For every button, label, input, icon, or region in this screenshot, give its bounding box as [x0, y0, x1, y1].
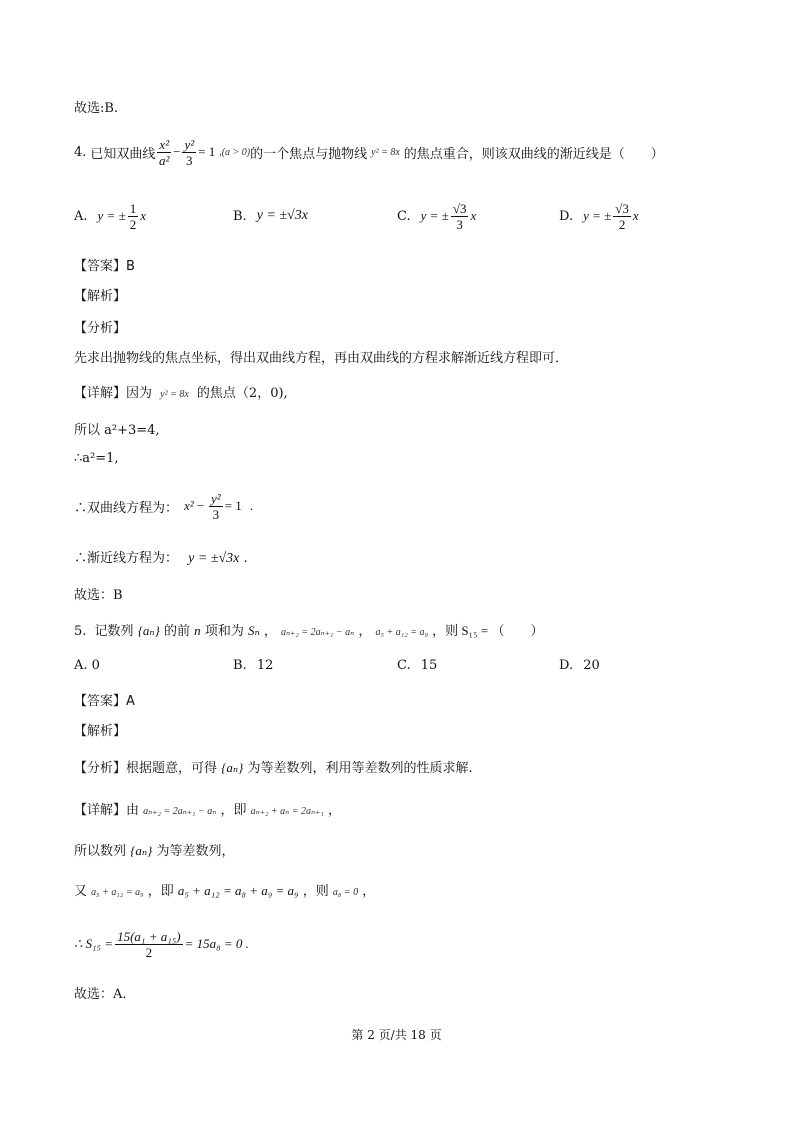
- step-text: 所以数列: [74, 844, 127, 859]
- step-label: ∴双曲线方程为：: [74, 500, 179, 516]
- term-condition: a₅ + a₁₂ = a₉: [375, 627, 428, 638]
- q4-step-2: ∴a²=1,: [74, 451, 119, 466]
- q5-answer: 【答案】A: [74, 694, 135, 709]
- q4-final: 故选：B: [74, 588, 123, 603]
- question-4-stem: [74, 132, 664, 172]
- option-value: 15: [420, 658, 438, 673]
- q5-step-1: [74, 840, 234, 859]
- asymptote-equation: y = ±√3x: [188, 551, 240, 566]
- xiangjie-label: 【详解】因为: [74, 386, 153, 401]
- option-letter: D.: [559, 658, 574, 673]
- n-symbol: n: [194, 623, 201, 638]
- option-text: y = ±: [420, 208, 449, 223]
- option-fraction: $\frac{1}{2}$: [129, 200, 137, 232]
- question-5-ask: ，则 S₁₅ = （ ）: [432, 623, 544, 638]
- step-tail: 为等差数列，: [156, 844, 235, 859]
- option-tail: x: [470, 208, 477, 223]
- question-5-number: 5.: [74, 624, 87, 639]
- q4-step-1: 所以 a²+3=4,: [74, 423, 160, 438]
- fenxi-text-b: 为等差数列，利用等差数列的性质求解.: [247, 761, 473, 776]
- option-tail: x: [140, 208, 146, 223]
- question-4-number: 4.: [74, 144, 87, 160]
- option-value: 0: [91, 658, 100, 673]
- option-a: [74, 658, 100, 673]
- q5-final: 故选：A.: [74, 987, 127, 1002]
- option-d: [559, 196, 639, 236]
- option-b: [233, 196, 308, 236]
- option-letter: B.: [233, 658, 247, 673]
- option-value: 20: [583, 658, 600, 673]
- prev-answer: 故选:B.: [74, 101, 119, 116]
- option-b: [233, 658, 273, 673]
- parabola-equation: y² = 8x: [160, 389, 189, 400]
- q5-step-3: [74, 924, 249, 964]
- term-condition: a₅ + a₁₂ = a₉: [91, 887, 144, 898]
- hyperbola-result: x² − $\frac{\text{y²}}{3}$ = 1 .: [184, 490, 254, 522]
- option-c: [397, 196, 476, 236]
- page-footer: 第 2 页/共 18 页: [351, 1028, 442, 1042]
- option-fraction: $\frac{√3}{3}$: [452, 200, 467, 232]
- option-letter: B.: [233, 208, 247, 224]
- option-c: [397, 658, 437, 673]
- option-d: [559, 658, 600, 673]
- recurrence-equation: aₙ₊₂ = 2aₙ₊₁ − aₙ: [143, 806, 217, 817]
- q4-xiangjie: [74, 382, 288, 401]
- q5-xiangjie: 【详解】由 aₙ₊₂ = 2aₙ₊₁ − aₙ ，即 aₙ₊₂ + aₙ = 2aₙ₊₁ ，: [74, 803, 341, 818]
- connector: ，则: [302, 884, 329, 899]
- focus-point: 的焦点（2，0),: [196, 386, 288, 401]
- option-text: y = ±: [97, 208, 126, 223]
- q4-fenxi-text: 先求出抛物线的焦点坐标，得出双曲线方程，再由双曲线的方程求解渐近线方程即可．: [74, 351, 569, 366]
- q5-jiexi-label: 【解析】: [74, 724, 127, 739]
- step-text: 又: [74, 884, 88, 899]
- sequence-symbol: {aₙ}: [130, 843, 153, 858]
- q5-fenxi: [74, 757, 473, 776]
- option-tail: x: [632, 208, 639, 223]
- q4-step-4: ∴渐近线方程为： y = ±√3x .: [74, 551, 248, 566]
- option-letter: A.: [74, 658, 88, 673]
- recurrence-condition: aₙ₊₂ = 2aₙ₊₁ − aₙ: [281, 627, 355, 638]
- question-4-suffix: 的焦点重合，则该双曲线的渐近线是（ ）: [403, 146, 664, 162]
- connector: ，即: [147, 884, 174, 899]
- sequence-symbol: {aₙ}: [137, 623, 160, 638]
- step-label: ∴渐近线方程为：: [74, 551, 179, 566]
- sum-symbol: Sₙ: [247, 623, 260, 638]
- option-letter: C.: [397, 658, 411, 673]
- option-letter: C.: [397, 208, 411, 224]
- q4-answer: 【答案】B: [74, 259, 135, 274]
- connector: ，即: [220, 803, 247, 818]
- option-a: [74, 196, 146, 236]
- condition-a-positive: ,(a > 0): [219, 146, 251, 158]
- question-5-prefix: 记数列: [94, 624, 134, 639]
- q5-step-2: 又 a₅ + a₁₂ = a₉ ，即 a₅ + a₁₂ = a₈ + a₉ = a₉ ，则 a₈ = 0 ，: [74, 883, 376, 899]
- xiangjie-label: 【详解】由: [74, 803, 140, 818]
- option-text: y = ±√3x: [256, 208, 308, 223]
- question-4-prefix: 已知双曲线: [90, 146, 156, 162]
- option-value: 12: [256, 658, 274, 673]
- parabola-equation: y² = 8x: [371, 146, 400, 158]
- a8-result: a₈ = 0: [332, 887, 359, 898]
- q4-fenxi-label: 【分析】: [74, 321, 127, 336]
- sum-lhs: ∴ S₁₅ =: [74, 936, 114, 951]
- hyperbola-equation: $\frac{\text{x²}}{\text{a²}}$ − $\frac{\text{y²}}{3}$ = 1: [159, 136, 216, 168]
- option-fraction: $\frac{√3}{2}$: [615, 200, 629, 232]
- sum-fraction: $\frac{\text{15(a₁ + a₁₅)}}{2}$: [117, 928, 181, 960]
- question-5-mid: 的前: [164, 624, 191, 639]
- q4-jiexi-label: 【解析】: [74, 289, 127, 304]
- question-5-mid2: 项和为: [204, 624, 244, 639]
- option-letter: D.: [559, 208, 574, 224]
- question-4-mid: 的一个焦点与抛物线: [250, 146, 368, 162]
- option-letter: A.: [74, 208, 88, 224]
- option-text: y = ±: [583, 208, 612, 223]
- fenxi-text-a: 【分析】根据题意，可得: [74, 761, 218, 776]
- rearranged-equation: aₙ₊₂ + aₙ = 2aₙ₊₁: [250, 806, 324, 817]
- sequence-symbol: {aₙ}: [221, 760, 244, 775]
- question-5-stem: 5. 记数列 {aₙ} 的前 n 项和为 Sₙ ， aₙ₊₂ = 2aₙ₊₁ − aₙ ， a₅ + a₁₂ = a₉ ，则 S₁₅ = （ ）: [74, 623, 544, 639]
- term-equation: a₅ + a₁₂ = a₈ + a₉ = a₉: [177, 883, 299, 898]
- q4-step-3: [74, 486, 253, 526]
- sum-rhs: = 15a₈ = 0 .: [184, 936, 249, 951]
